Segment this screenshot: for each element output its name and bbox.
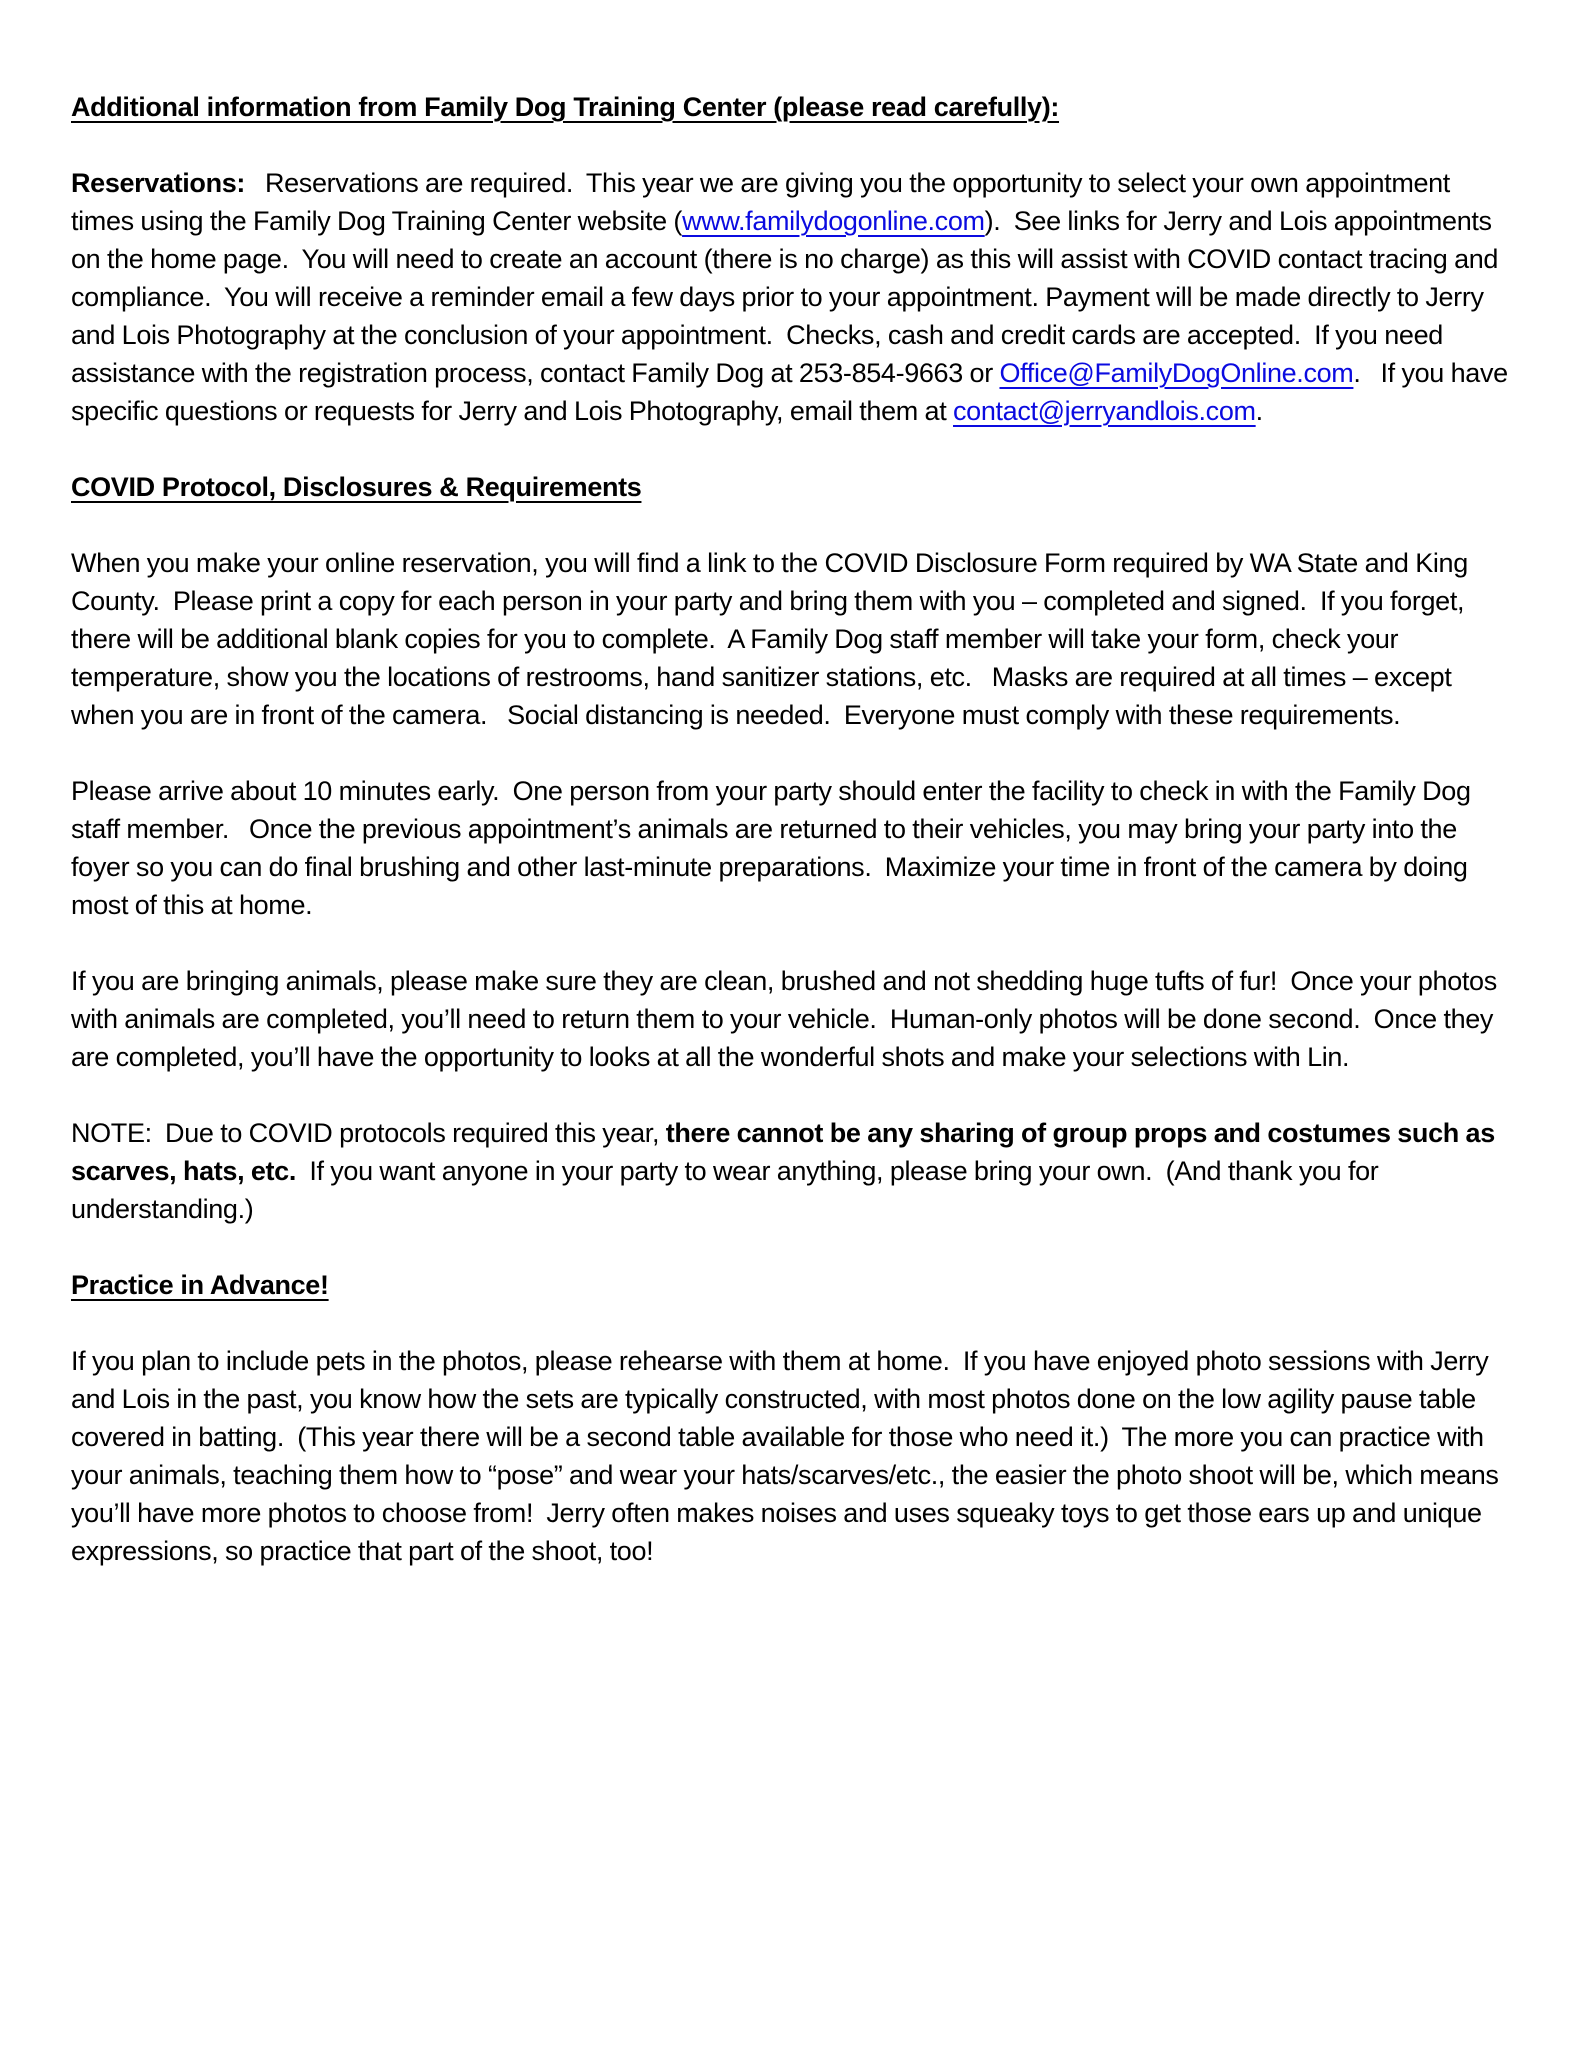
practice-in-advance-heading: Practice in Advance!	[71, 1270, 329, 1300]
office-email-link[interactable]: Office@FamilyDogOnline.com	[999, 358, 1354, 388]
family-dog-website-link[interactable]: www.familydogonline.com	[682, 206, 985, 236]
contact-email-link[interactable]: contact@jerryandlois.com	[953, 396, 1256, 426]
note-text-1: NOTE: Due to COVID protocols required this year,	[71, 1118, 666, 1148]
note-bold-text: there cannot be any sharing of group props and costumes such as scarves, hats, etc.	[71, 1118, 1502, 1186]
reservations-label: Reservations:	[71, 168, 246, 198]
reservations-text-4: .	[1255, 396, 1263, 426]
covid-disclosure-paragraph: When you make your online reservation, you will find a link to the COVID Disclosure Form required by WA State and King County. Please print a copy for each person in your party and bring them with you – completed and signed. If you forget, there will be additional blank copies for you to complete. A Family Dog staff member will take your form, check your temperature, show you the locations of restrooms, hand sanitizer stations, etc. Masks are required at all times – except when you are in front of the camera. Social distancing is needed. Everyone must comply with these requirements.	[71, 548, 1475, 730]
note-paragraph	[71, 1114, 1512, 1228]
reservations-paragraph	[71, 164, 1515, 430]
arrival-instructions-paragraph: Please arrive about 10 minutes early. One person from your party should enter the facility to check in with the Family Dog staff member. Once the previous appointment’s animals are returned to their vehicles, you may bring your party into the foyer so you can do final brushing and other last-minute preparations. Maximize your time in front of the camera by doing most of this at home.	[71, 776, 1478, 920]
covid-protocol-heading: COVID Protocol, Disclosures & Requirements	[71, 472, 642, 502]
practice-paragraph: If you plan to include pets in the photos, please rehearse with them at home. If you have enjoyed photo sessions with Jerry and Lois in the past, you know how the sets are typically constructed, with most photos done on the low agility pause table covered in batting. (This year there will be a second table available for those who need it.) The more you can practice with your animals, teaching them how to “pose” and wear your hats/scarves/etc., the easier the photo shoot will be, which means you’ll have more photos to choose from! Jerry often makes noises and uses squeaky toys to get those ears up and unique expressions, so practice that part of the shoot, too!	[71, 1346, 1506, 1566]
document-title: Additional information from Family Dog Training Center (please read carefully):	[71, 92, 1060, 122]
animals-preparation-paragraph: If you are bringing animals, please make sure they are clean, brushed and not shedding huge tufts of fur! Once your photos with animals are completed, you’ll need to return them to your vehicle. Human-only photos will be done second. Once they are completed, you’ll have the opportunity to looks at all the wonderful shots and make your selections with Lin.	[71, 966, 1504, 1072]
reservations-text-3: . If you have specific questions or requests for Jerry and Lois Photography, email them at	[71, 358, 1515, 426]
note-text-2: If you want anyone in your party to wear anything, please bring your own. (And thank you for understanding.)	[71, 1156, 1386, 1224]
reservations-text-1: Reservations are required. This year we are giving you the opportunity to select your own appointment times using the Family Dog Training Center website (	[71, 168, 1457, 236]
reservations-text-2: ). See links for Jerry and Lois appointments on the home page. You will need to create an account (there is no charge) as this will assist with COVID contact tracing and compliance. You will receive a reminder email a few days prior to your appointment. Payment will be made directly to Jerry and Lois Photography at the conclusion of your appointment. Checks, cash and credit cards are accepted. If you need assistance with the registration process, contact Family Dog at 253-854-9663 or	[71, 206, 1505, 388]
